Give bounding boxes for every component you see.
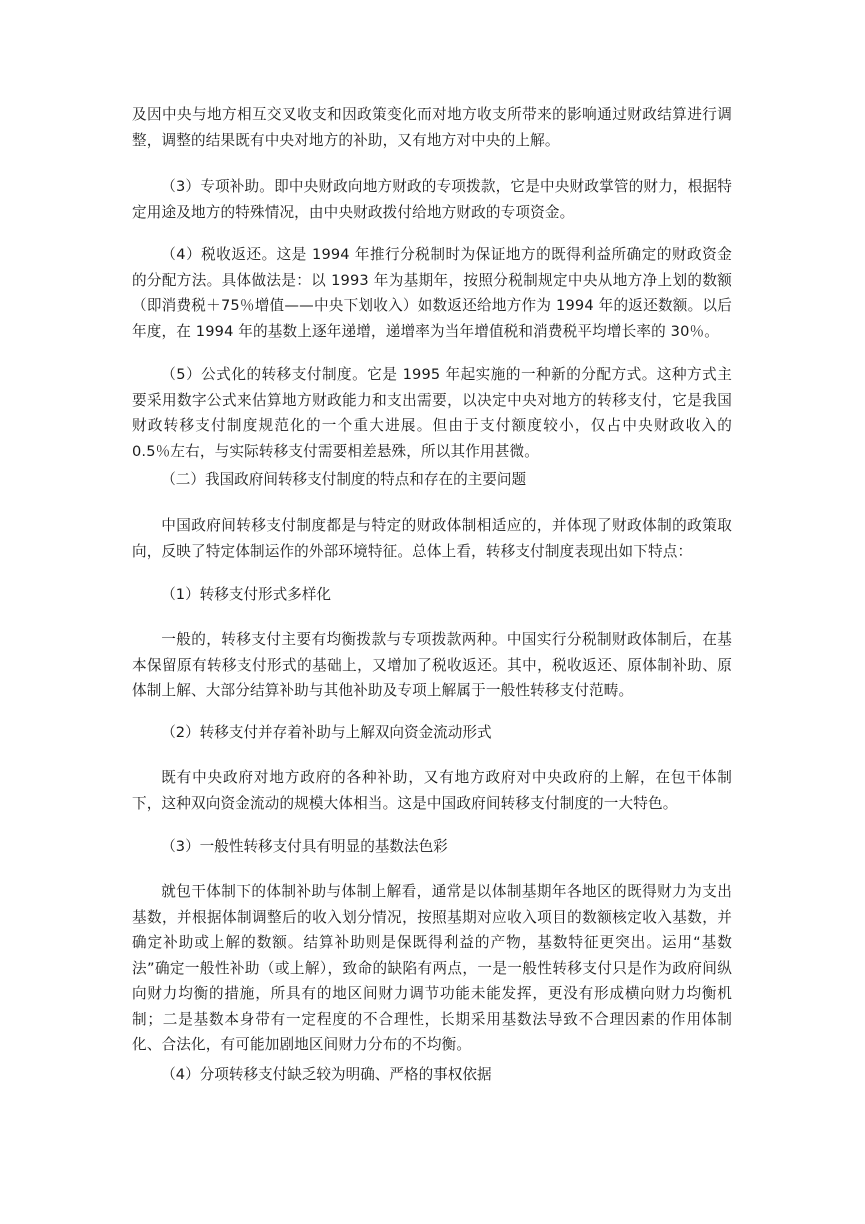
paragraph-base-method <box>132 879 732 1058</box>
paragraph-text: （3）专项补助。即中央财政向地方财政的专项拨款，它是中央财政掌管的财力，根据特定用途及地方的特殊情况，由中央财政拨付给地方财政的专项资金。 <box>132 178 732 221</box>
paragraph-text: 既有中央政府对地方政府的各种补助，又有地方政府对中央政府的上解，在包干体制下，这种双向资金流动的规模大体相当。这是中国政府间转移支付制度的一大特色。 <box>132 769 732 812</box>
section-heading-features: （二）我国政府间转移支付制度的特点和存在的主要问题 <box>161 471 527 488</box>
subheading-diversified-forms: （1）转移支付形式多样化 <box>161 586 332 603</box>
paragraph-text: 及因中央与地方相互交叉收支和因政策变化而对地方收支所带来的影响通过财政结算进行调整，调整的结果既有中央对地方的补助，又有地方对中央的上解。 <box>132 106 732 149</box>
subheading-base-method: （3）一般性转移支付具有明显的基数法色彩 <box>161 838 448 855</box>
paragraph-text: 就包干体制下的体制补助与体制上解看，通常是以体制基期年各地区的既得财力为支出基数，并根据体制调整后的收入划分情况，按照基期对应收入项目的数额核定收入基数，并确定补助或上解的数额。结算补助则是保既得利益的产物，基数特征更突出。运用“基数法”确定一般性补助（或上解），致命的缺陷有两点，一是一般性转移支付只是作为政府间纵向财力均衡的措施，所具有的地区间财力调节功能未能发挥，更没有形成横向财力均衡机制；二是基数本身带有一定程度的不合理性，长期采用基数法导致不合理因素的作用体制化、合法化，有可能加剧地区间财力分布的不均衡。 <box>132 883 732 1053</box>
paragraph-text: 一般的，转移支付主要有均衡拨款与专项拨款两种。中国实行分税制财政体制后，在基本保留原有转移支付形式的基础上，又增加了税收返还。其中，税收返还、原体制补助、原体制上解、大部分结算补助与其他补助及专项上解属于一般性转移支付范畴。 <box>132 631 732 699</box>
paragraph-text: （4）税收返还。这是 1994 年推行分税制时为保证地方的既得利益所确定的财政资金的分配方法。具体做法是：以 1993 年为基期年，按照分税制规定中央从地方净上划的数额（即消费税＋75％增值——中央下划收入）如数返还给地方作为 1994 年的返还数额。以后年度，在 1994 年的基数上逐年递增，递增率为当年增值税和消费税平均增长率的 30％。 <box>132 246 732 340</box>
paragraph-features-intro <box>132 513 732 564</box>
paragraph-two-way-flow <box>132 765 732 816</box>
paragraph-special-subsidy <box>132 174 732 225</box>
paragraph-formula-transfer <box>132 362 732 464</box>
paragraph-continuation <box>132 102 732 153</box>
subheading-itemized-transfer: （4）分项转移支付缺乏较为明确、严格的事权依据 <box>161 1066 492 1083</box>
subheading-two-way-flow: （2）转移支付并存着补助与上解双向资金流动形式 <box>161 724 492 741</box>
paragraph-tax-rebate <box>132 242 732 344</box>
paragraph-text: （5）公式化的转移支付制度。它是 1995 年起实施的一种新的分配方式。这种方式主要采用数字公式来估算地方财政能力和支出需要，以决定中央对地方的转移支付，它是我国财政转移支付制度规范化的一个重大进展。但由于支付额度较小，仅占中央财政收入的 0.5％左右，与实际转移支付需要相差悬殊，所以其作用甚微。 <box>132 366 732 460</box>
paragraph-diversified-forms <box>132 627 732 704</box>
paragraph-text: 中国政府间转移支付制度都是与特定的财政体制相适应的，并体现了财政体制的政策取向，反映了特定体制运作的外部环境特征。总体上看，转移支付制度表现出如下特点： <box>132 517 732 560</box>
